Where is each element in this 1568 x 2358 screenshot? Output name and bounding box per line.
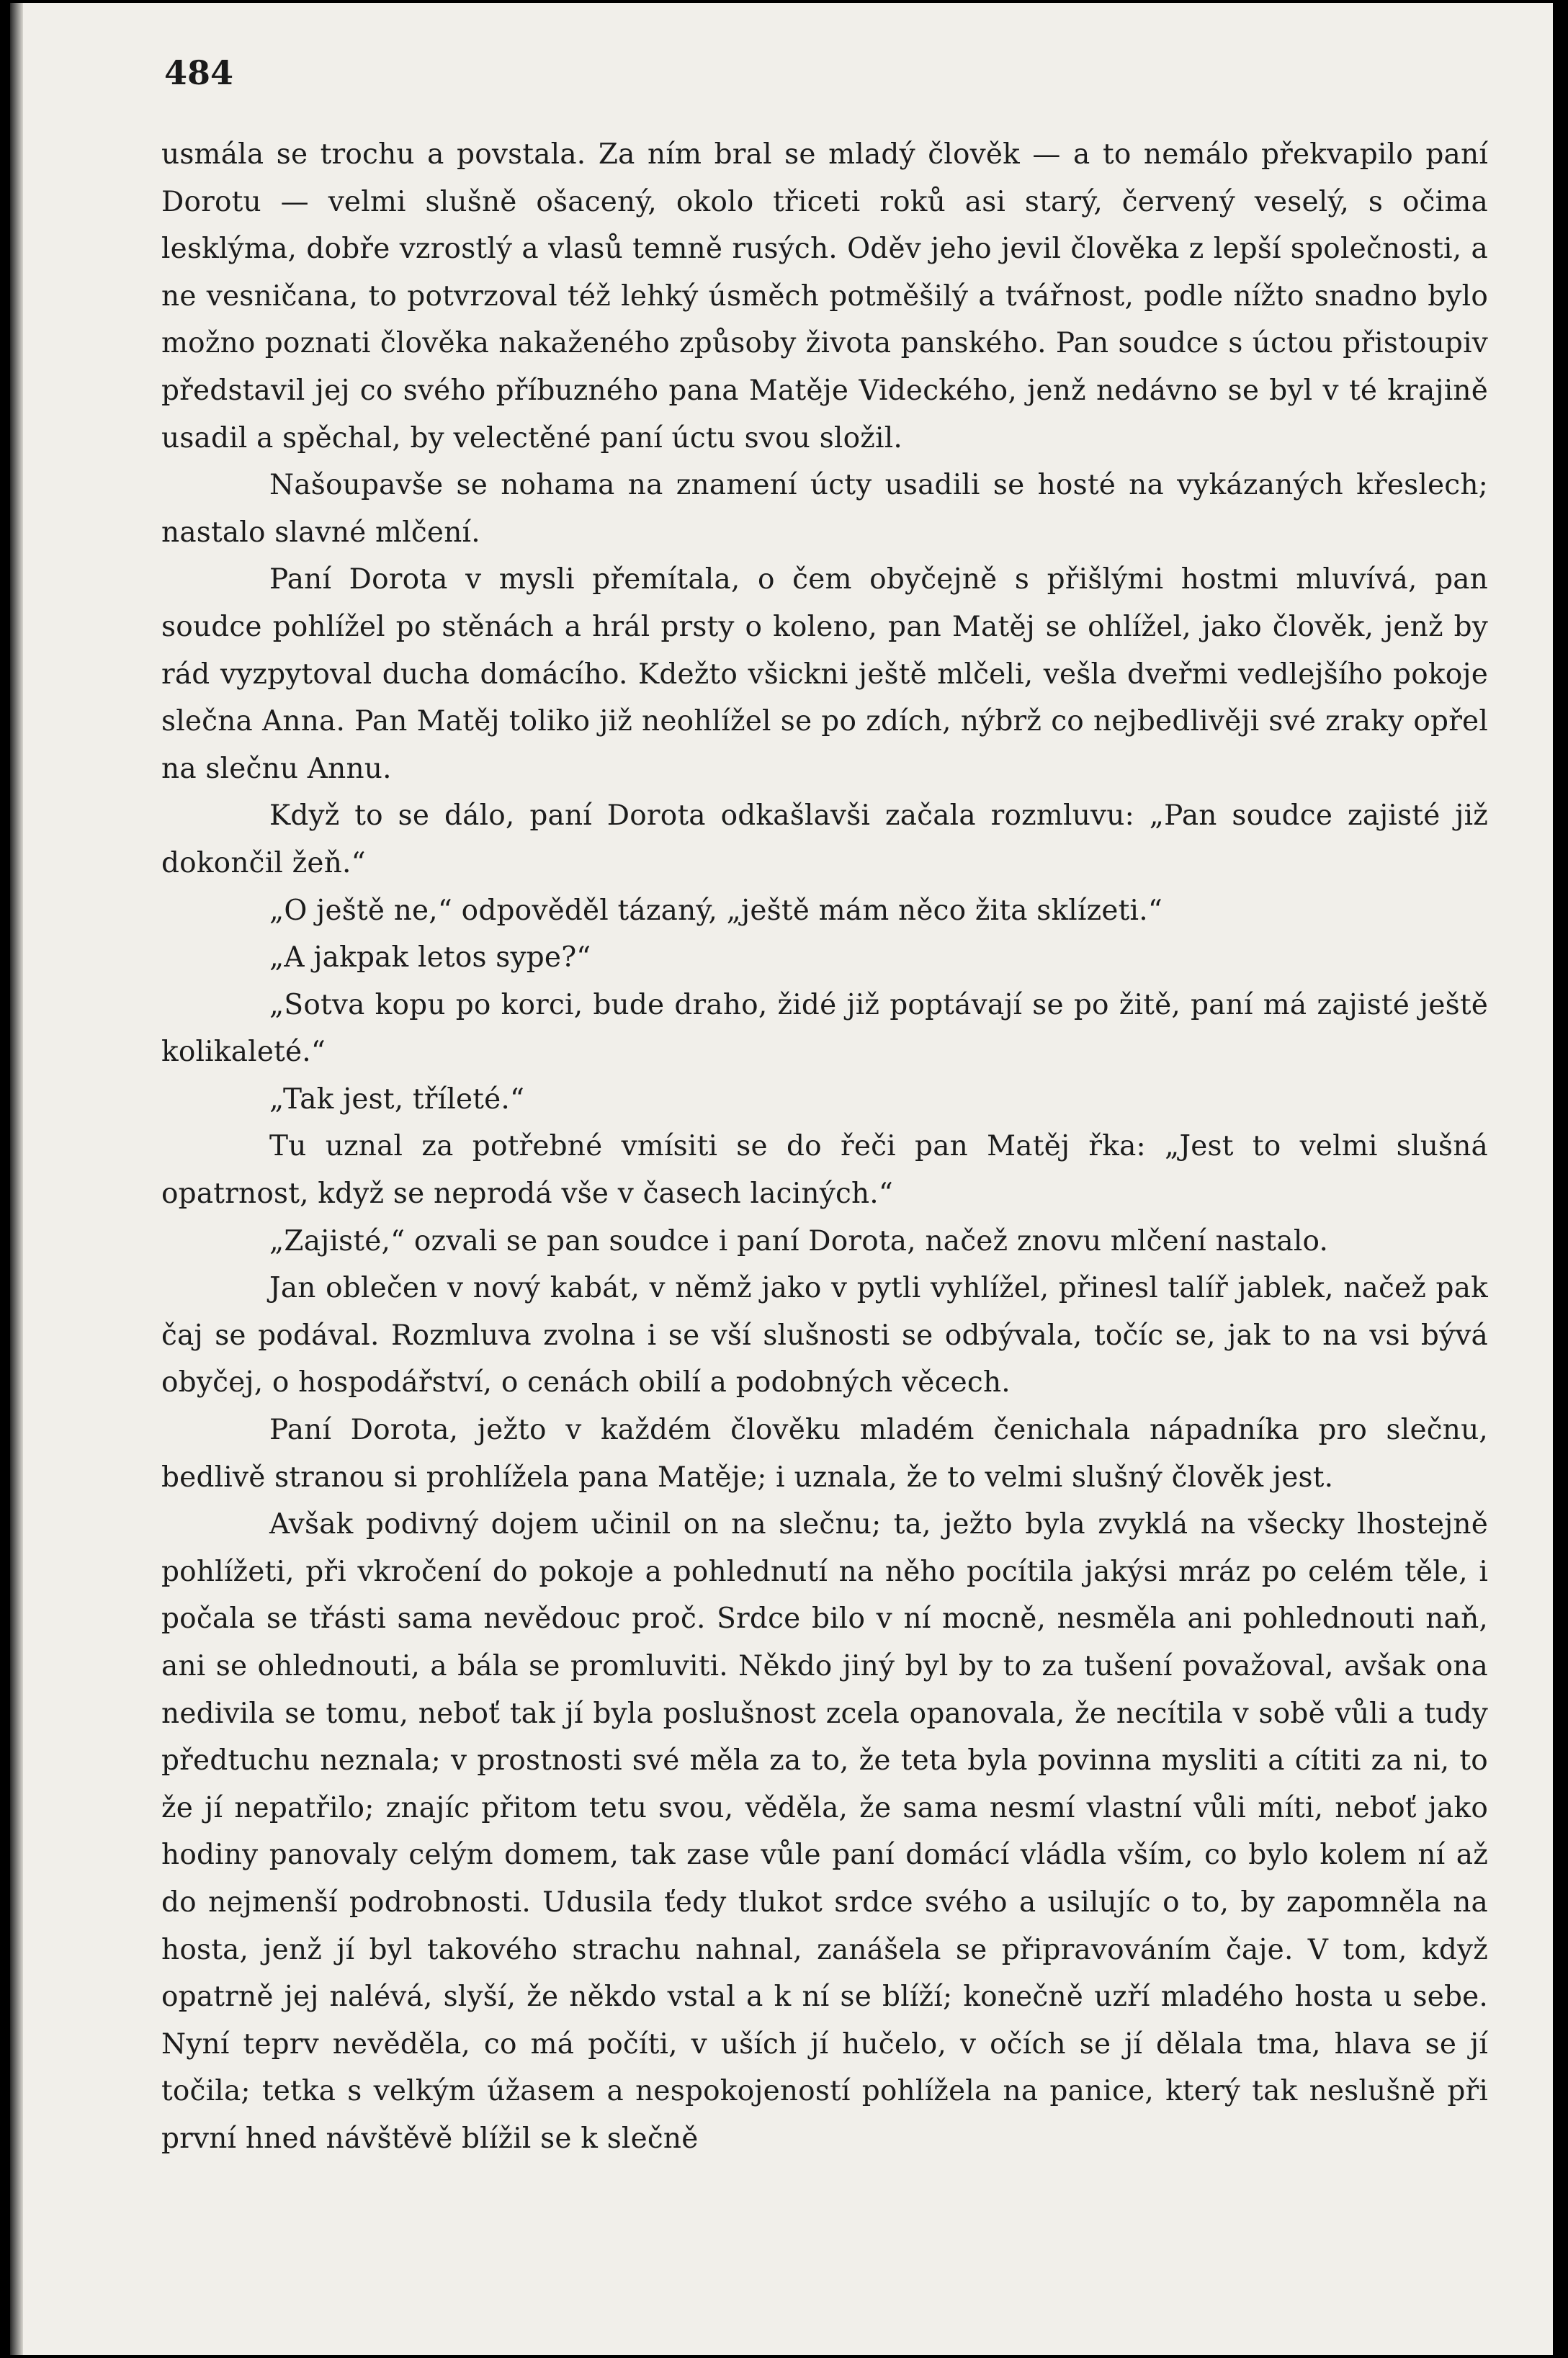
- paragraph: Našoupavše se nohama na znamení úcty usadili se hosté na vykázaných křeslech; nastalo slavné mlčení.: [161, 469, 1488, 549]
- dialogue-line: „O ještě ne,“ odpověděl tázaný, „ještě mám něco žita sklízeti.“: [269, 894, 1162, 927]
- paragraph: Když to se dálo, paní Dorota odkašlavši začala rozmluvu: „Pan soudce zajisté již dokončil žeň.“: [161, 799, 1488, 879]
- page-gutter-shadow: [10, 3, 23, 2355]
- paragraph: Tu uznal za potřebné vmísiti se do řeči pan Matěj řka: „Jest to velmi slušná opatrnost, když se neprodá vše v časech laciných.“: [161, 1130, 1488, 1211]
- paragraph: usmála se trochu a povstala. Za ním bral se mladý člověk — a to nemálo překvapilo paní Dorotu — velmi slušně ošacený, okolo třiceti roků asi starý, červený veselý, s očima lesklýma, dobře vzrostlý a vlasů temně rusých. Oděv jeho jevil člověka z lepší společnosti, a ne vesničana, to potvrzoval též lehký úsměch potměšilý a tvářnost, podle nížto snadno bylo možno poznati člověka nakaženého způsoby života panského. Pan soudce s úctou přistoupiv představil jej co svého příbuzného pana Matěje Videckého, jenž nedávno se byl v té krajině usadil a spěchal, by velectěné paní úctu svou složil.: [161, 138, 1488, 454]
- dialogue-line: „Tak jest, tříleté.“: [269, 1082, 525, 1116]
- body-text: [161, 131, 1488, 2163]
- dialogue-line: „Sotva kopu po korci, bude draho, židé již poptávají se po žitě, paní má zajisté ještě kolikaleté.“: [161, 988, 1488, 1069]
- page-number: 484: [164, 53, 234, 92]
- paragraph: Jan oblečen v nový kabát, v němž jako v pytli vyhlížel, přinesl talíř jablek, načež pak čaj se podával. Rozmluva zvolna i se vší slušnosti se odbývala, točíc se, jak to na vsi bývá obyčej, o hospodářství, o cenách obilí a podobných věcech.: [161, 1272, 1488, 1399]
- paragraph: Paní Dorota v mysli přemítala, o čem obyčejně s přišlými hostmi mluvívá, pan soudce pohlížel po stěnách a hrál prsty o koleno, pan Matěj se ohlížel, jako člověk, jenž by rád vyzpytoval ducha domácího. Kdežto všickni ještě mlčeli, vešla dveřmi vedlejšího pokoje slečna Anna. Pan Matěj toliko již neohlížel se po zdích, nýbrž co nejbedlivěji své zraky opřel na slečnu Annu.: [161, 563, 1488, 785]
- paragraph: „Zajisté,“ ozvali se pan soudce i paní Dorota, načež znovu mlčení nastalo.: [269, 1224, 1329, 1258]
- paragraph: Avšak podivný dojem učinil on na slečnu; ta, ježto byla zvyklá na všecky lhostejně pohlížeti, při vkročení do pokoje a pohlednutí na něho pocítila jakýsi mráz po celém těle, i počala se třásti sama nevědouc proč. Srdce bilo v ní mocně, nesměla ani pohlednouti naň, ani se ohlednouti, a bála se promluviti. Někdo jiný byl by to za tušení považoval, avšak ona nedivila se tomu, neboť tak jí byla poslušnost zcela opanovala, že necítila v sobě vůli a tudy předtuchu neznala; v prostnosti své měla za to, že teta byla povinna mysliti a cítiti za ni, to že jí nepatřilo; znajíc přitom tetu svou, věděla, že sama nesmí vlastní vůli míti, neboť jako hodiny panovaly celým domem, tak zase vůle paní domácí vládla vším, co bylo kolem ní až do nejmenší podrobnosti. Udusila ťedy tlukot srdce svého a usilujíc o to, by zapomněla na hosta, jenž jí byl takového strachu nahnal, zanášela se připravováním čaje. V tom, když opatrně jej nalévá, slyší, že někdo vstal a k ní se blíží; konečně uzří mladého hosta u sebe. Nyní teprv nevěděla, co má počíti, v uších jí hučelo, v očích se jí dělala tma, hlava se jí točila; tetka s velkým úžasem a nespokojeností pohlížela na panice, který tak neslušně při první hned návštěvě blížil se k slečně: [161, 1508, 1488, 2155]
- dialogue-line: „A jakpak letos sype?“: [269, 941, 591, 974]
- book-page: [10, 3, 1553, 2355]
- paragraph: Paní Dorota, ježto v každém člověku mladém čenichala nápadníka pro slečnu, bedlivě stranou si prohlížela pana Matěje; i uznala, že to velmi slušný člověk jest.: [161, 1414, 1488, 1494]
